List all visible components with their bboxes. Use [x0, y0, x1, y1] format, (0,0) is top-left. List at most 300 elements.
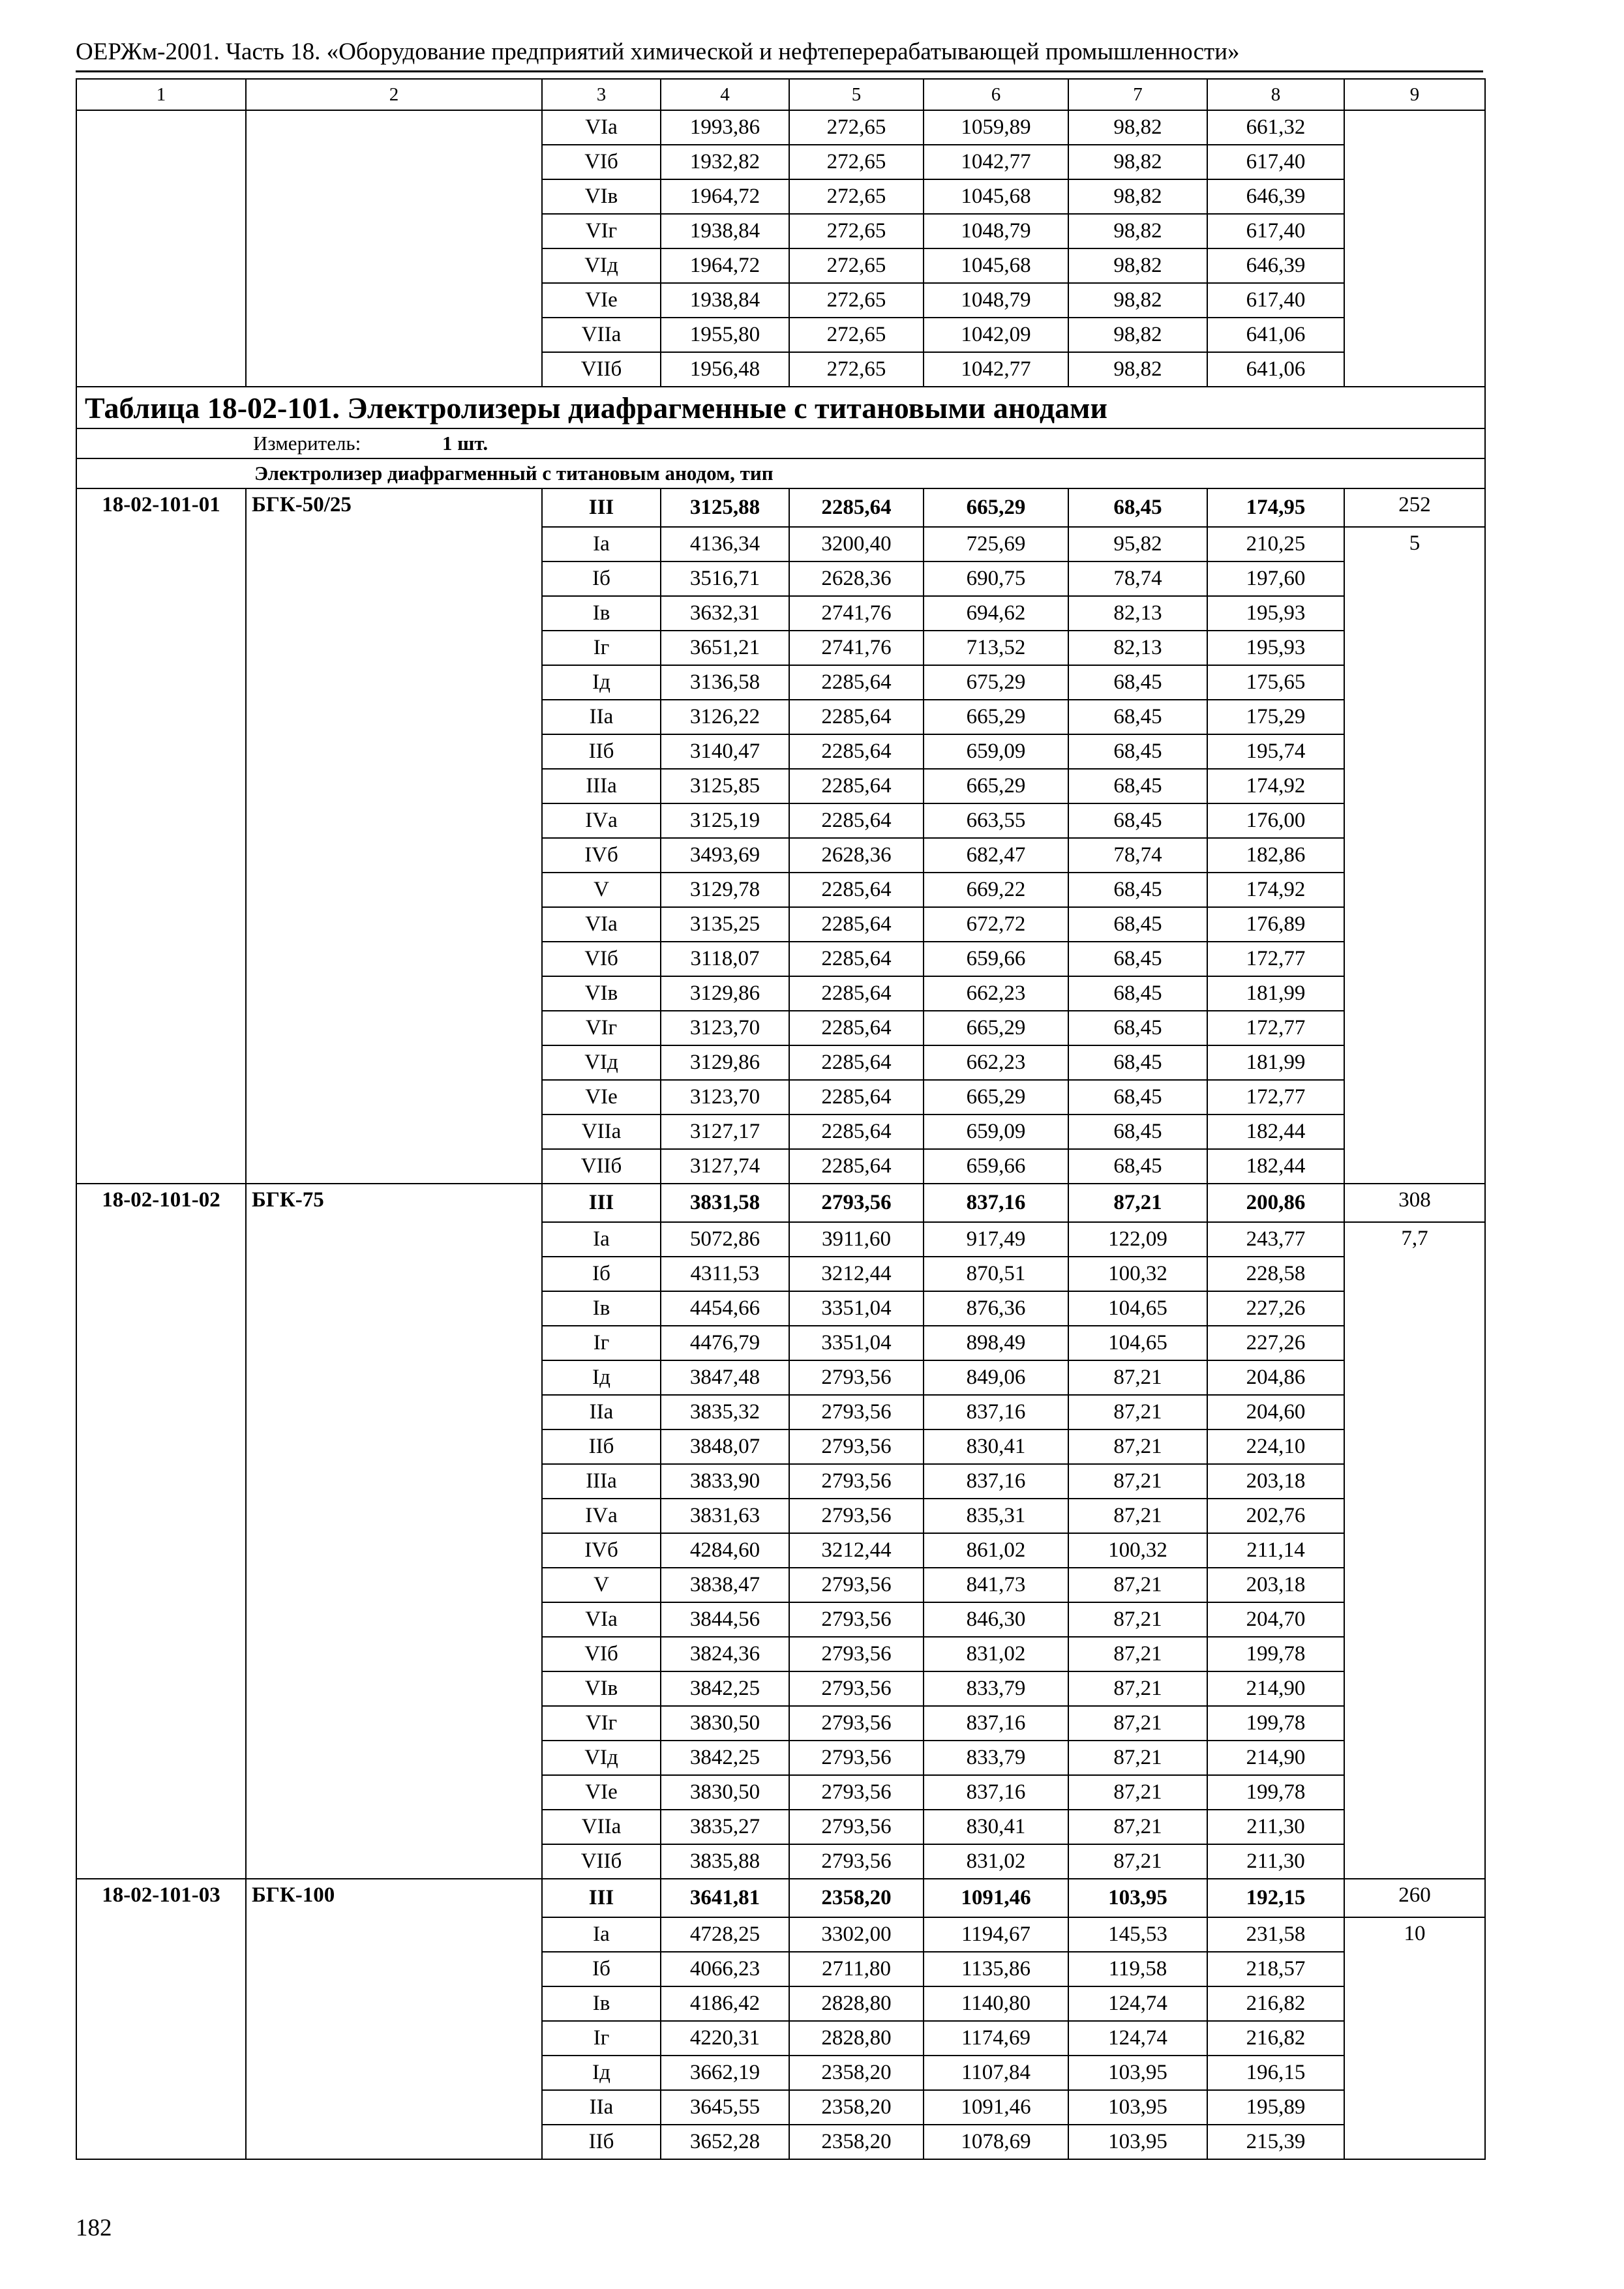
machines-cell: 1042,77 — [924, 145, 1068, 179]
machinist-wages-cell: 68,45 — [1068, 873, 1207, 907]
wages-cell: 2793,56 — [789, 1602, 924, 1637]
machines-cell: 831,02 — [924, 1844, 1068, 1879]
resource-class-cell: IIб — [542, 2125, 661, 2159]
resource-class-cell: V — [542, 873, 661, 907]
materials-cell: 175,29 — [1207, 700, 1344, 734]
total-cost-cell: 1964,72 — [661, 179, 789, 214]
total-cost-cell: 3129,86 — [661, 976, 789, 1011]
page-number: 182 — [76, 2215, 112, 2241]
machinist-wages-cell: 82,13 — [1068, 631, 1207, 665]
resource-class-cell: VIг — [542, 214, 661, 248]
column-number-cell: 1 — [76, 79, 246, 110]
resource-class-cell: VIа — [542, 1602, 661, 1637]
resource-class-cell: Iа — [542, 1222, 661, 1257]
materials-cell: 197,60 — [1207, 561, 1344, 596]
table-body — [76, 79, 1485, 2159]
total-cost-cell: 3651,21 — [661, 631, 789, 665]
total-cost-cell: 3516,71 — [661, 561, 789, 596]
machinist-wages-cell: 122,09 — [1068, 1222, 1207, 1257]
wages-cell: 2793,56 — [789, 1741, 924, 1775]
materials-cell: 227,26 — [1207, 1326, 1344, 1360]
materials-cell: 646,39 — [1207, 179, 1344, 214]
wages-cell: 2793,56 — [789, 1184, 924, 1222]
total-cost-cell: 3848,07 — [661, 1429, 789, 1464]
machines-cell: 690,75 — [924, 561, 1068, 596]
wages-cell: 2741,76 — [789, 596, 924, 631]
machinist-wages-cell: 103,95 — [1068, 2056, 1207, 2090]
machinist-wages-cell: 87,21 — [1068, 1360, 1207, 1395]
total-cost-cell: 3127,17 — [661, 1115, 789, 1149]
machinist-wages-cell: 104,65 — [1068, 1291, 1207, 1326]
resource-class-cell: IIIа — [542, 1464, 661, 1499]
machinist-wages-cell: 87,21 — [1068, 1429, 1207, 1464]
machines-cell: 1042,77 — [924, 352, 1068, 387]
machinist-wages-cell: 98,82 — [1068, 145, 1207, 179]
machinist-wages-cell: 145,53 — [1068, 1917, 1207, 1952]
wages-cell: 272,65 — [789, 214, 924, 248]
machinist-wages-cell: 87,21 — [1068, 1844, 1207, 1879]
machinist-wages-cell: 124,74 — [1068, 1986, 1207, 2021]
materials-cell: 218,57 — [1207, 1952, 1344, 1986]
machines-cell: 659,09 — [924, 1115, 1068, 1149]
machines-cell: 870,51 — [924, 1257, 1068, 1291]
machinist-wages-cell: 98,82 — [1068, 283, 1207, 318]
total-cost-cell: 3830,50 — [661, 1706, 789, 1741]
machinist-wages-cell: 68,45 — [1068, 700, 1207, 734]
machinist-wages-cell: 87,21 — [1068, 1568, 1207, 1602]
machines-cell: 1107,84 — [924, 2056, 1068, 2090]
wages-cell: 2285,64 — [789, 1149, 924, 1184]
machines-cell: 672,72 — [924, 907, 1068, 942]
resource-class-cell: VIд — [542, 1045, 661, 1080]
resource-class-cell: VIIб — [542, 1149, 661, 1184]
machinist-wages-cell: 87,21 — [1068, 1775, 1207, 1810]
materials-cell: 216,82 — [1207, 1986, 1344, 2021]
resource-class-cell: III — [542, 1879, 661, 1917]
column-number-cell: 3 — [542, 79, 661, 110]
total-cost-cell: 4186,42 — [661, 1986, 789, 2021]
materials-cell: 182,44 — [1207, 1115, 1344, 1149]
total-cost-cell: 1932,82 — [661, 145, 789, 179]
machines-cell: 841,73 — [924, 1568, 1068, 1602]
machines-cell: 830,41 — [924, 1429, 1068, 1464]
materials-cell: 182,44 — [1207, 1149, 1344, 1184]
wages-cell: 3302,00 — [789, 1917, 924, 1952]
materials-cell: 211,14 — [1207, 1533, 1344, 1568]
wages-cell: 2285,64 — [789, 907, 924, 942]
resource-class-cell: Iв — [542, 1291, 661, 1326]
machinist-wages-cell: 87,21 — [1068, 1810, 1207, 1844]
total-cost-cell: 3641,81 — [661, 1879, 789, 1917]
machinist-wages-cell: 124,74 — [1068, 2021, 1207, 2056]
machines-cell: 1048,79 — [924, 214, 1068, 248]
machines-cell: 1174,69 — [924, 2021, 1068, 2056]
table-row — [76, 488, 1485, 527]
materials-cell: 641,06 — [1207, 318, 1344, 352]
resource-class-cell: VIв — [542, 1671, 661, 1706]
column-number-cell: 6 — [924, 79, 1068, 110]
materials-cell: 211,30 — [1207, 1844, 1344, 1879]
machinist-wages-cell: 98,82 — [1068, 214, 1207, 248]
wages-cell: 2793,56 — [789, 1775, 924, 1810]
machines-cell: 835,31 — [924, 1499, 1068, 1533]
wages-cell: 2285,64 — [789, 665, 924, 700]
machines-cell: 833,79 — [924, 1741, 1068, 1775]
resource-class-cell: V — [542, 1568, 661, 1602]
machines-cell: 837,16 — [924, 1184, 1068, 1222]
machines-cell: 837,16 — [924, 1706, 1068, 1741]
materials-cell: 192,15 — [1207, 1879, 1344, 1917]
total-cost-cell: 4220,31 — [661, 2021, 789, 2056]
machinist-wages-cell: 119,58 — [1068, 1952, 1207, 1986]
rate-code: 18-02-101-03 — [76, 1879, 246, 2159]
machines-cell: 1091,46 — [924, 1879, 1068, 1917]
machinist-wages-cell: 87,21 — [1068, 1671, 1207, 1706]
machinist-wages-cell: 100,32 — [1068, 1257, 1207, 1291]
materials-cell: 176,89 — [1207, 907, 1344, 942]
resource-class-cell: Iд — [542, 665, 661, 700]
column-number-cell: 8 — [1207, 79, 1344, 110]
wages-cell: 2285,64 — [789, 803, 924, 838]
wages-cell: 3351,04 — [789, 1326, 924, 1360]
total-cost-cell: 4476,79 — [661, 1326, 789, 1360]
machines-cell: 665,29 — [924, 769, 1068, 803]
machinist-wages-cell: 87,21 — [1068, 1499, 1207, 1533]
machinist-wages-cell: 87,21 — [1068, 1706, 1207, 1741]
wages-cell: 2285,64 — [789, 1080, 924, 1115]
labor-cell: 252 — [1344, 488, 1485, 527]
machines-cell: 1135,86 — [924, 1952, 1068, 1986]
column-number-cell: 9 — [1344, 79, 1485, 110]
machinist-wages-cell: 104,65 — [1068, 1326, 1207, 1360]
total-cost-cell: 3842,25 — [661, 1741, 789, 1775]
materials-cell: 182,86 — [1207, 838, 1344, 873]
materials-cell: 210,25 — [1207, 527, 1344, 561]
machinist-wages-cell: 87,21 — [1068, 1395, 1207, 1429]
resource-class-cell: VIб — [542, 942, 661, 976]
materials-cell: 214,90 — [1207, 1741, 1344, 1775]
wages-cell: 2793,56 — [789, 1671, 924, 1706]
machinist-wages-cell: 87,21 — [1068, 1637, 1207, 1671]
type-heading: Электролизер диафрагменный с титановым анодом, тип — [76, 458, 1485, 488]
total-cost-cell: 3123,70 — [661, 1011, 789, 1045]
wages-cell: 2285,64 — [789, 769, 924, 803]
resource-class-cell: VIе — [542, 1080, 661, 1115]
machinist-wages-cell: 78,74 — [1068, 561, 1207, 596]
total-cost-cell: 3118,07 — [661, 942, 789, 976]
wages-cell: 2358,20 — [789, 1879, 924, 1917]
machinist-wages-cell: 68,45 — [1068, 1115, 1207, 1149]
total-cost-cell: 1938,84 — [661, 283, 789, 318]
machines-cell: 669,22 — [924, 873, 1068, 907]
total-cost-cell: 3135,25 — [661, 907, 789, 942]
materials-cell: 172,77 — [1207, 1080, 1344, 1115]
column-number-cell: 2 — [246, 79, 542, 110]
materials-cell: 203,18 — [1207, 1464, 1344, 1499]
total-cost-cell: 3493,69 — [661, 838, 789, 873]
machinist-wages-cell: 68,45 — [1068, 1149, 1207, 1184]
wages-cell: 2285,64 — [789, 1011, 924, 1045]
machines-cell: 837,16 — [924, 1775, 1068, 1810]
wages-cell: 272,65 — [789, 248, 924, 283]
resource-class-cell: VIа — [542, 110, 661, 145]
materials-cell: 224,10 — [1207, 1429, 1344, 1464]
machinist-wages-cell: 98,82 — [1068, 110, 1207, 145]
materials-cell: 231,58 — [1207, 1917, 1344, 1952]
wages-cell: 272,65 — [789, 283, 924, 318]
code-cell-empty — [76, 110, 246, 387]
wages-cell: 2793,56 — [789, 1395, 924, 1429]
wages-cell: 2358,20 — [789, 2125, 924, 2159]
resource-class-cell: Iб — [542, 1257, 661, 1291]
machines-cell: 831,02 — [924, 1637, 1068, 1671]
resource-class-cell: IIIа — [542, 769, 661, 803]
materials-cell: 215,39 — [1207, 2125, 1344, 2159]
machinist-wages-cell: 68,45 — [1068, 1045, 1207, 1080]
resource-class-cell: Iг — [542, 1326, 661, 1360]
column-number-cell: 4 — [661, 79, 789, 110]
resource-class-cell: IVа — [542, 803, 661, 838]
wages-cell: 2285,64 — [789, 976, 924, 1011]
machines-cell: 837,16 — [924, 1395, 1068, 1429]
machines-cell: 837,16 — [924, 1464, 1068, 1499]
machines-cell: 1194,67 — [924, 1917, 1068, 1952]
resource-class-cell: IVб — [542, 838, 661, 873]
total-cost-cell: 4728,25 — [661, 1917, 789, 1952]
machines-cell: 861,02 — [924, 1533, 1068, 1568]
resource-class-cell: IIа — [542, 700, 661, 734]
materials-cell: 617,40 — [1207, 145, 1344, 179]
wages-cell: 272,65 — [789, 318, 924, 352]
machines-cell: 876,36 — [924, 1291, 1068, 1326]
materials-cell: 227,26 — [1207, 1291, 1344, 1326]
wages-cell: 2285,64 — [789, 734, 924, 769]
resource-class-cell: VIIб — [542, 1844, 661, 1879]
machines-cell: 659,66 — [924, 1149, 1068, 1184]
wages-cell: 3212,44 — [789, 1533, 924, 1568]
total-cost-cell: 3830,50 — [661, 1775, 789, 1810]
resource-class-cell: Iа — [542, 1917, 661, 1952]
wages-cell: 2285,64 — [789, 700, 924, 734]
materials-cell: 172,77 — [1207, 1011, 1344, 1045]
rate-code: 18-02-101-01 — [76, 488, 246, 1184]
materials-cell: 214,90 — [1207, 1671, 1344, 1706]
total-cost-cell: 3140,47 — [661, 734, 789, 769]
resource-class-cell: IVб — [542, 1533, 661, 1568]
weight-cell: 10 — [1344, 1917, 1485, 2159]
labor-cell: 260 — [1344, 1879, 1485, 1917]
resource-class-cell: VIIа — [542, 318, 661, 352]
equipment-name: БГК-75 — [246, 1184, 542, 1879]
resource-class-cell: Iв — [542, 596, 661, 631]
weight-cell: 7,7 — [1344, 1222, 1485, 1879]
materials-cell: 199,78 — [1207, 1637, 1344, 1671]
measure-row — [76, 428, 1485, 458]
materials-cell: 176,00 — [1207, 803, 1344, 838]
total-cost-cell: 3125,85 — [661, 769, 789, 803]
wages-cell: 3911,60 — [789, 1222, 924, 1257]
table-row — [76, 1879, 1485, 1917]
wages-cell: 272,65 — [789, 352, 924, 387]
wages-cell: 2793,56 — [789, 1844, 924, 1879]
machines-cell: 830,41 — [924, 1810, 1068, 1844]
materials-cell: 199,78 — [1207, 1775, 1344, 1810]
total-cost-cell: 3662,19 — [661, 2056, 789, 2090]
materials-cell: 216,82 — [1207, 2021, 1344, 2056]
machines-cell: 1059,89 — [924, 110, 1068, 145]
wages-cell: 2628,36 — [789, 561, 924, 596]
materials-cell: 195,74 — [1207, 734, 1344, 769]
wages-cell: 2828,80 — [789, 1986, 924, 2021]
wages-cell: 3200,40 — [789, 527, 924, 561]
total-cost-cell: 3838,47 — [661, 1568, 789, 1602]
materials-cell: 204,86 — [1207, 1360, 1344, 1395]
materials-cell: 175,65 — [1207, 665, 1344, 700]
total-cost-cell: 3824,36 — [661, 1637, 789, 1671]
rates-table — [76, 78, 1486, 2160]
materials-cell: 174,92 — [1207, 769, 1344, 803]
wages-cell: 2285,64 — [789, 488, 924, 527]
materials-cell: 641,06 — [1207, 352, 1344, 387]
resource-class-cell: VIб — [542, 145, 661, 179]
wages-cell: 3351,04 — [789, 1291, 924, 1326]
machinist-wages-cell: 100,32 — [1068, 1533, 1207, 1568]
machinist-wages-cell: 68,45 — [1068, 734, 1207, 769]
machines-cell: 659,09 — [924, 734, 1068, 769]
resource-class-cell: VIе — [542, 283, 661, 318]
equipment-name: БГК-100 — [246, 1879, 542, 2159]
table-row — [76, 110, 1485, 145]
wages-cell: 2793,56 — [789, 1706, 924, 1741]
materials-cell: 228,58 — [1207, 1257, 1344, 1291]
machinist-wages-cell: 98,82 — [1068, 248, 1207, 283]
table-row — [76, 1184, 1485, 1222]
resource-class-cell: VIе — [542, 1775, 661, 1810]
resource-class-cell: VIIа — [542, 1810, 661, 1844]
machines-cell: 665,29 — [924, 700, 1068, 734]
total-cost-cell: 3833,90 — [661, 1464, 789, 1499]
total-cost-cell: 3844,56 — [661, 1602, 789, 1637]
resource-class-cell: VIв — [542, 976, 661, 1011]
resource-class-cell: VIIа — [542, 1115, 661, 1149]
measure-value: 1 шт. — [442, 432, 489, 455]
machinist-wages-cell: 68,45 — [1068, 665, 1207, 700]
materials-cell: 196,15 — [1207, 2056, 1344, 2090]
machines-cell: 1042,09 — [924, 318, 1068, 352]
labor-cell: 308 — [1344, 1184, 1485, 1222]
total-cost-cell: 1938,84 — [661, 214, 789, 248]
machines-cell: 682,47 — [924, 838, 1068, 873]
machinist-wages-cell: 87,21 — [1068, 1464, 1207, 1499]
wages-cell: 2793,56 — [789, 1568, 924, 1602]
machines-cell: 662,23 — [924, 1045, 1068, 1080]
total-cost-cell: 3632,31 — [661, 596, 789, 631]
wages-cell: 3212,44 — [789, 1257, 924, 1291]
machines-cell: 665,29 — [924, 1080, 1068, 1115]
wages-cell: 2285,64 — [789, 873, 924, 907]
resource-class-cell: IIб — [542, 1429, 661, 1464]
machines-cell: 694,62 — [924, 596, 1068, 631]
resource-class-cell: IIа — [542, 2090, 661, 2125]
machinist-wages-cell: 78,74 — [1068, 838, 1207, 873]
total-cost-cell: 3125,88 — [661, 488, 789, 527]
wages-cell: 2793,56 — [789, 1464, 924, 1499]
machinist-wages-cell: 87,21 — [1068, 1602, 1207, 1637]
resource-class-cell: IIб — [542, 734, 661, 769]
total-cost-cell: 3842,25 — [661, 1671, 789, 1706]
wages-cell: 2711,80 — [789, 1952, 924, 1986]
wages-cell: 2793,56 — [789, 1810, 924, 1844]
machinist-wages-cell: 68,45 — [1068, 1080, 1207, 1115]
resource-class-cell: Iв — [542, 1986, 661, 2021]
equipment-name: БГК-50/25 — [246, 488, 542, 1184]
materials-cell: 617,40 — [1207, 283, 1344, 318]
wages-cell: 272,65 — [789, 179, 924, 214]
machinist-wages-cell: 103,95 — [1068, 1879, 1207, 1917]
resource-class-cell: Iг — [542, 631, 661, 665]
machinist-wages-cell: 68,45 — [1068, 942, 1207, 976]
machinist-wages-cell: 95,82 — [1068, 527, 1207, 561]
total-cost-cell: 4454,66 — [661, 1291, 789, 1326]
column-number-cell: 5 — [789, 79, 924, 110]
total-cost-cell: 1993,86 — [661, 110, 789, 145]
wages-cell: 2828,80 — [789, 2021, 924, 2056]
total-cost-cell: 3129,78 — [661, 873, 789, 907]
materials-cell: 243,77 — [1207, 1222, 1344, 1257]
total-cost-cell: 4066,23 — [661, 1952, 789, 1986]
resource-class-cell: III — [542, 1184, 661, 1222]
header-rule — [76, 70, 1483, 72]
materials-cell: 661,32 — [1207, 110, 1344, 145]
machines-cell: 665,29 — [924, 1011, 1068, 1045]
wages-cell: 272,65 — [789, 110, 924, 145]
machinist-wages-cell: 98,82 — [1068, 318, 1207, 352]
extra-cell-empty — [1344, 110, 1485, 387]
wages-cell: 2628,36 — [789, 838, 924, 873]
type-heading-row — [76, 458, 1485, 488]
resource-class-cell: Iг — [542, 2021, 661, 2056]
resource-class-cell: VIд — [542, 248, 661, 283]
machinist-wages-cell: 103,95 — [1068, 2125, 1207, 2159]
machines-cell: 662,23 — [924, 976, 1068, 1011]
materials-cell: 203,18 — [1207, 1568, 1344, 1602]
machines-cell: 725,69 — [924, 527, 1068, 561]
wages-cell: 2285,64 — [789, 1045, 924, 1080]
resource-class-cell: Iа — [542, 527, 661, 561]
wages-cell: 2358,20 — [789, 2090, 924, 2125]
resource-class-cell: III — [542, 488, 661, 527]
materials-cell: 204,60 — [1207, 1395, 1344, 1429]
machines-cell: 917,49 — [924, 1222, 1068, 1257]
machinist-wages-cell: 103,95 — [1068, 2090, 1207, 2125]
resource-class-cell: VIв — [542, 179, 661, 214]
resource-class-cell: VIг — [542, 1011, 661, 1045]
table-title: Таблица 18-02-101. Электролизеры диафрагменные с титановыми анодами — [76, 387, 1485, 428]
total-cost-cell: 3126,22 — [661, 700, 789, 734]
materials-cell: 200,86 — [1207, 1184, 1344, 1222]
materials-cell: 181,99 — [1207, 976, 1344, 1011]
machines-cell: 659,66 — [924, 942, 1068, 976]
machines-cell: 665,29 — [924, 488, 1068, 527]
total-cost-cell: 3129,86 — [661, 1045, 789, 1080]
materials-cell: 172,77 — [1207, 942, 1344, 976]
total-cost-cell: 3835,27 — [661, 1810, 789, 1844]
total-cost-cell: 3835,88 — [661, 1844, 789, 1879]
materials-cell: 202,76 — [1207, 1499, 1344, 1533]
table-title-row — [76, 387, 1485, 428]
machinist-wages-cell: 68,45 — [1068, 488, 1207, 527]
machines-cell: 1045,68 — [924, 179, 1068, 214]
